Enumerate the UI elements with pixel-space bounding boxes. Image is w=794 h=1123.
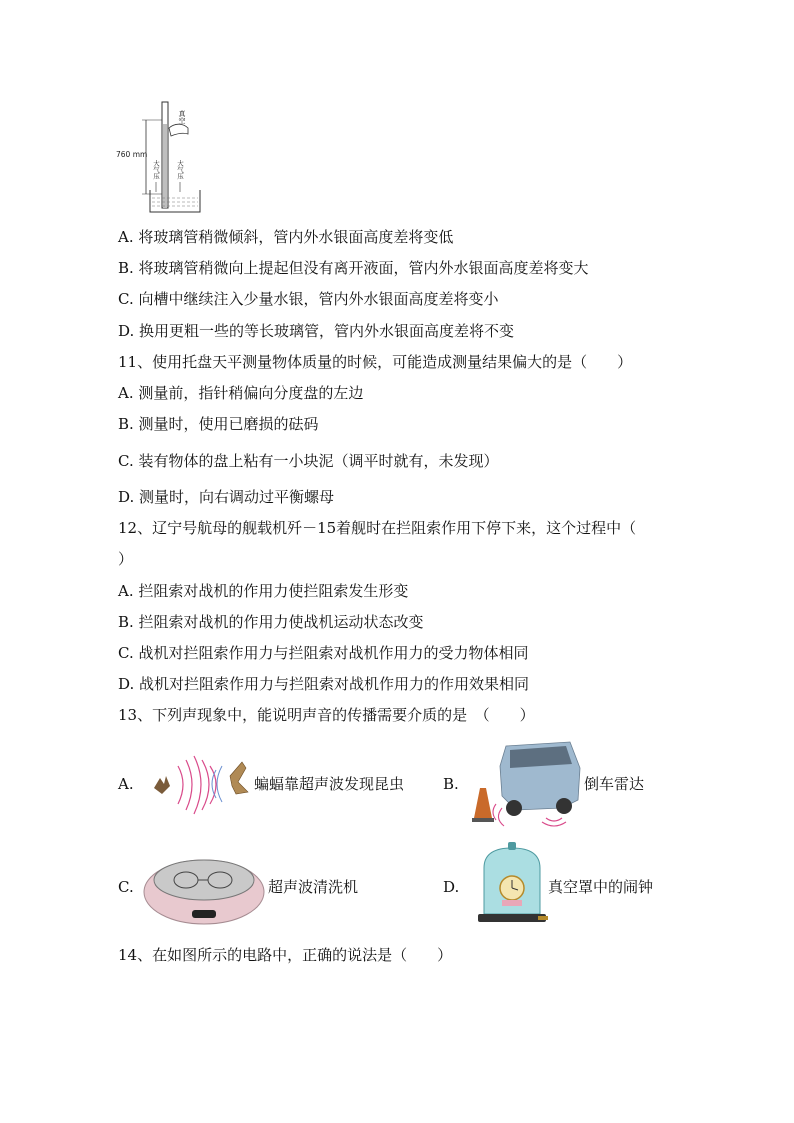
car-wheel-left <box>506 800 522 816</box>
air-valve <box>538 916 548 920</box>
q12-option-d: D. 战机对拦阻索作用力与拦阻索对战机作用力的作用效果相同 <box>118 675 530 693</box>
q11-option-c: C. 装有物体的盘上粘有一小块泥（调平时就有，未发现） <box>118 452 499 470</box>
label-atm-left: 大气压 <box>152 160 160 180</box>
cleaner-button <box>192 910 216 918</box>
q13-stem: 13、下列声现象中，能说明声音的传播需要介质的是 （ ） <box>118 706 535 724</box>
q10-option-a: A. 将玻璃管稍微倾斜，管内外水银面高度差将变低 <box>118 228 454 246</box>
q11-option-d: D. 测量时，向右调动过平衡螺母 <box>118 488 335 506</box>
q10-option-d: D. 换用更粗一些的等长玻璃管，管内外水银面高度差将不变 <box>118 322 515 340</box>
bell-jar-clock-image <box>474 842 550 930</box>
jar-knob <box>508 842 516 850</box>
q13-option-a-caption: 蝙蝠靠超声波发现昆虫 <box>254 775 405 793</box>
jar-base <box>478 914 546 922</box>
q11-stem: 11、使用托盘天平测量物体质量的时候，可能造成测量结果偏大的是（ ） <box>118 353 633 371</box>
q13-option-d-caption: 真空罩中的闹钟 <box>548 878 654 896</box>
clock-stand <box>502 900 522 906</box>
traffic-cone-icon <box>474 788 492 818</box>
car-radar-image <box>466 738 582 828</box>
q12-option-c: C. 战机对拦阻索作用力与拦阻索对战机作用力的受力物体相同 <box>118 644 529 662</box>
q12-option-b: B. 拦阻索对战机的作用力使战机运动状态改变 <box>118 613 424 631</box>
q12-option-a: A. 拦阻索对战机的作用力使拦阻索发生形变 <box>118 582 409 600</box>
label-height: 760 mm <box>116 150 148 159</box>
label-vacuum: 真空 <box>178 110 186 124</box>
q13-option-c-caption: 超声波清洗机 <box>268 878 359 896</box>
label-atm-right: 大气压 <box>176 160 184 180</box>
car-wheel-right <box>556 798 572 814</box>
q14-stem: 14、在如图所示的电路中，正确的说法是（ ） <box>118 946 453 964</box>
q13-option-a-letter: A. <box>118 775 134 793</box>
q13-option-c-letter: C. <box>118 878 134 896</box>
q13-option-b-caption: 倒车雷达 <box>584 775 645 793</box>
mercury-column <box>163 124 167 208</box>
hand-icon <box>169 124 188 136</box>
q12-stem-line1: 12、辽宁号航母的舰载机歼－15着舰时在拦阻索作用下停下来，这个过程中（ <box>118 519 637 537</box>
q10-option-c: C. 向槽中继续注入少量水银，管内外水银面高度差将变小 <box>118 290 499 308</box>
q13-option-d-letter: D. <box>443 878 460 896</box>
q11-option-b: B. 测量时，使用已磨损的砝码 <box>118 415 319 433</box>
bat-insect-image <box>150 748 252 820</box>
insect-icon <box>230 762 248 794</box>
sound-waves <box>178 756 216 814</box>
cone-base <box>472 818 494 822</box>
bat-icon <box>154 776 170 794</box>
q11-option-a: A. 测量前，指针稍偏向分度盘的左边 <box>118 384 364 402</box>
mercury-trough <box>150 190 200 212</box>
q10-option-b: B. 将玻璃管稍微向上提起但没有离开液面，管内外水银面高度差将变大 <box>118 259 589 277</box>
q12-stem-line2: ） <box>118 550 134 568</box>
mercury-surface <box>152 198 198 206</box>
q13-option-b-letter: B. <box>443 775 459 793</box>
ultrasonic-cleaner-image <box>142 846 266 928</box>
